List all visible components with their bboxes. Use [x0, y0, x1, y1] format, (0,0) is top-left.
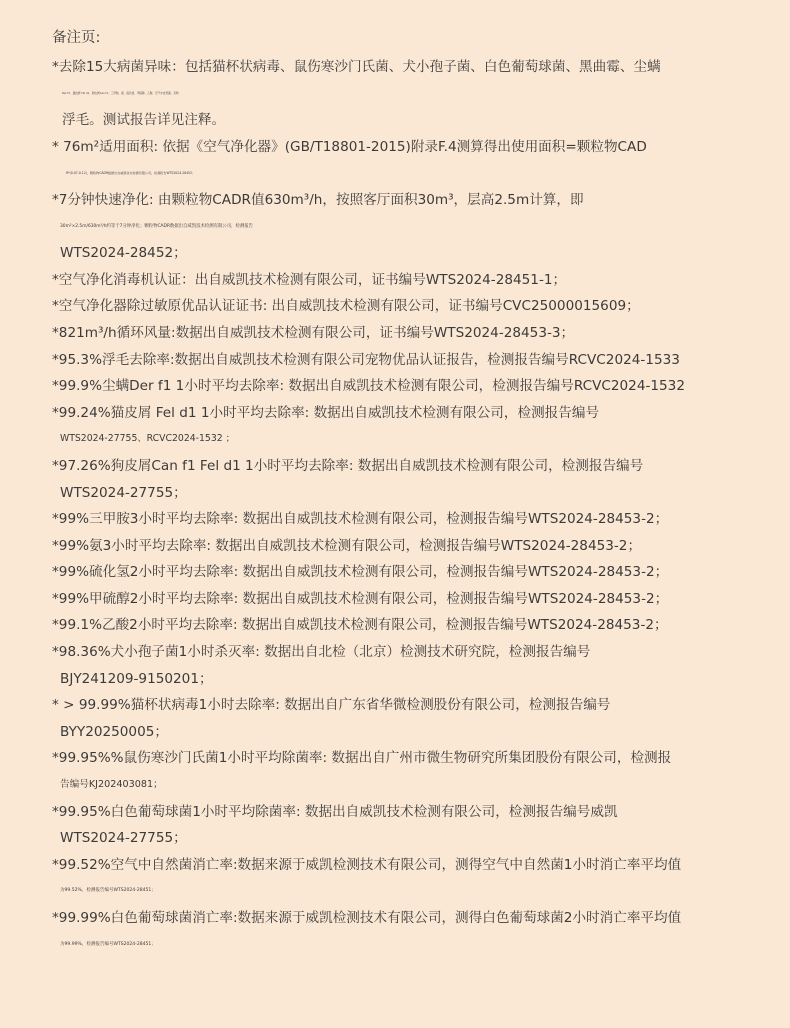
note-line: WTS2024-27755、RCVC2024-1532 ； [60, 433, 235, 445]
note-line: 30m²×2.5m/630m³/h约等于7分钟净化；颗粒物CADR数据出自威凯技术检测有限公司，检测报告 [60, 223, 254, 229]
note-acetic-acid-removal [52, 612, 750, 639]
note-cat-dander-removal [52, 400, 750, 453]
note-ammonia-removal [52, 533, 750, 560]
note-line: *去除15大病菌异味：包括猫杯状病毒、鼠伤寒沙门氏菌、犬小孢子菌、白色葡萄球菌、黑曲霉、尘螨 [52, 59, 661, 75]
note-line: *空气净化消毒机认证：出自威凯技术检测有限公司，证书编号WTS2024-28451-1； [52, 271, 567, 288]
note-line: *821m³/h循环风量:数据出自威凯技术检测有限公司，证书编号WTS2024-28453-3； [52, 324, 575, 341]
note-air-volume [52, 320, 750, 347]
note-line: *99.95%白色葡萄球菌1小时平均除菌率: 数据出自威凯技术检测有限公司，检测报告编号威凯 [52, 803, 618, 820]
note-staphylococcus-elimination [52, 905, 750, 958]
note-line: BJY241209-9150201； [60, 670, 213, 687]
note-pet-hair-removal [52, 347, 750, 374]
note-line: *99%三甲胺3小时平均去除率: 数据出自威凯技术检测有限公司，检测报告编号WTS2024-28453-2； [52, 511, 669, 528]
note-line: * > 99.99%猫杯状病毒1小时去除率: 数据出自广东省华微检测股份有限公司，检测报告编号 [52, 697, 611, 714]
note-line: *98.36%犬小孢子菌1小时杀灭率: 数据出自北检（北京）检测技术研究院，检测报告编号 [52, 644, 591, 661]
note-line: * 76m²适用面积: 依据《空气净化器》(GB/T18801-2015)附录F.4测算得出使用面积=颗粒物CAD [52, 138, 647, 155]
note-line: BYY20250005； [60, 723, 168, 740]
note-methanethiol-removal [52, 586, 750, 613]
note-fast-purification [52, 187, 750, 267]
note-salmonella-removal [52, 745, 750, 798]
note-disinfection-certification [52, 267, 750, 294]
note-line: 为99.99%，检测报告编号WTS2024-28451； [60, 941, 156, 947]
note-line: *99%甲硫醇2小时平均去除率: 数据出自威凯技术检测有限公司，检测报告编号WTS2024-28453-2； [52, 590, 669, 607]
note-line: *97.26%狗皮屑Can f1 Fel d1 1小时平均去除率: 数据出自威凯技术检测有限公司，检测报告编号 [52, 457, 644, 474]
note-feline-calicivirus-removal [52, 692, 750, 745]
note-line: *99.9%尘螨Der f1 1小时平均去除率: 数据出自威凯技术检测有限公司，检测报告编号RCVC2024-1532 [52, 378, 685, 395]
note-line: *7分钟快速净化: 由颗粒物CADR值630m³/h，按照客厅面积30m³，层高2.5m计算，即 [52, 191, 584, 208]
note-line: *99%氨3小时平均去除率: 数据出自威凯技术检测有限公司，检测报告编号WTS2024-28453-2； [52, 537, 642, 554]
note-trimethylamine-removal [52, 506, 750, 533]
note-line: 为99.52%，检测报告编号WTS2024-28451； [60, 888, 156, 894]
note-line: *99.99%白色葡萄球菌消亡率:数据来源于威凯检测技术有限公司，测得白色葡萄球菌2小时消亡率平均值 [52, 910, 682, 926]
note-line: WTS2024-28452； [60, 245, 187, 262]
note-line: 告编号KJ202403081； [60, 779, 163, 791]
note-line: *99.95%%鼠伤寒沙门氏菌1小时平均除菌率: 数据出自广州市微生物研究所集团股份有限公司，检测报 [52, 750, 672, 767]
note-line: R*(0.07-0.12)，颗粒物CADR数据出自威凯技术检测有限公司，检测报告WTS2024-28452； [66, 171, 196, 176]
note-line: WTS2024-27755； [60, 484, 187, 501]
note-applicable-area [52, 134, 750, 187]
note-dust-mite-removal [52, 373, 750, 400]
note-hydrogen-sulfide-removal [52, 559, 750, 586]
note-line: WTS2024-27755； [60, 830, 187, 847]
note-odor-removal [52, 54, 750, 134]
note-line: Der f1、猫皮屑 Fel d1、狗皮屑Can f1、三甲胺、氨、硫化氢、甲硫醇、乙酸、空气中自然菌、宠物 [62, 91, 179, 95]
note-natural-bacteria-elimination [52, 852, 750, 905]
note-staphylococcus-removal [52, 799, 750, 852]
note-allergen-certification [52, 293, 750, 320]
note-line: *99.24%猫皮屑 Fel d1 1小时平均去除率: 数据出自威凯技术检测有限公司，检测报告编号 [52, 404, 600, 421]
note-line: 浮毛。测试报告详见注释。 [62, 112, 226, 129]
note-dog-dander-removal [52, 453, 750, 506]
note-line: *95.3%浮毛去除率:数据出自威凯技术检测有限公司宠物优品认证报告，检测报告编号RCVC2024-1533 [52, 351, 680, 368]
note-line: *99.52%空气中自然菌消亡率:数据来源于威凯检测技术有限公司，测得空气中自然菌1小时消亡率平均值 [52, 856, 682, 873]
note-line: *99.1%乙酸2小时平均去除率: 数据出自威凯技术检测有限公司，检测报告编号WTS2024-28453-2； [52, 617, 668, 634]
page-heading: 备注页: [52, 30, 101, 46]
note-microsporum-kill-rate [52, 639, 750, 692]
note-line: *空气净化器除过敏原优品认证证书: 出自威凯技术检测有限公司，证书编号CVC25000015609； [52, 298, 640, 315]
note-line: *99%硫化氢2小时平均去除率: 数据出自威凯技术检测有限公司，检测报告编号WTS2024-28453-2； [52, 564, 669, 581]
